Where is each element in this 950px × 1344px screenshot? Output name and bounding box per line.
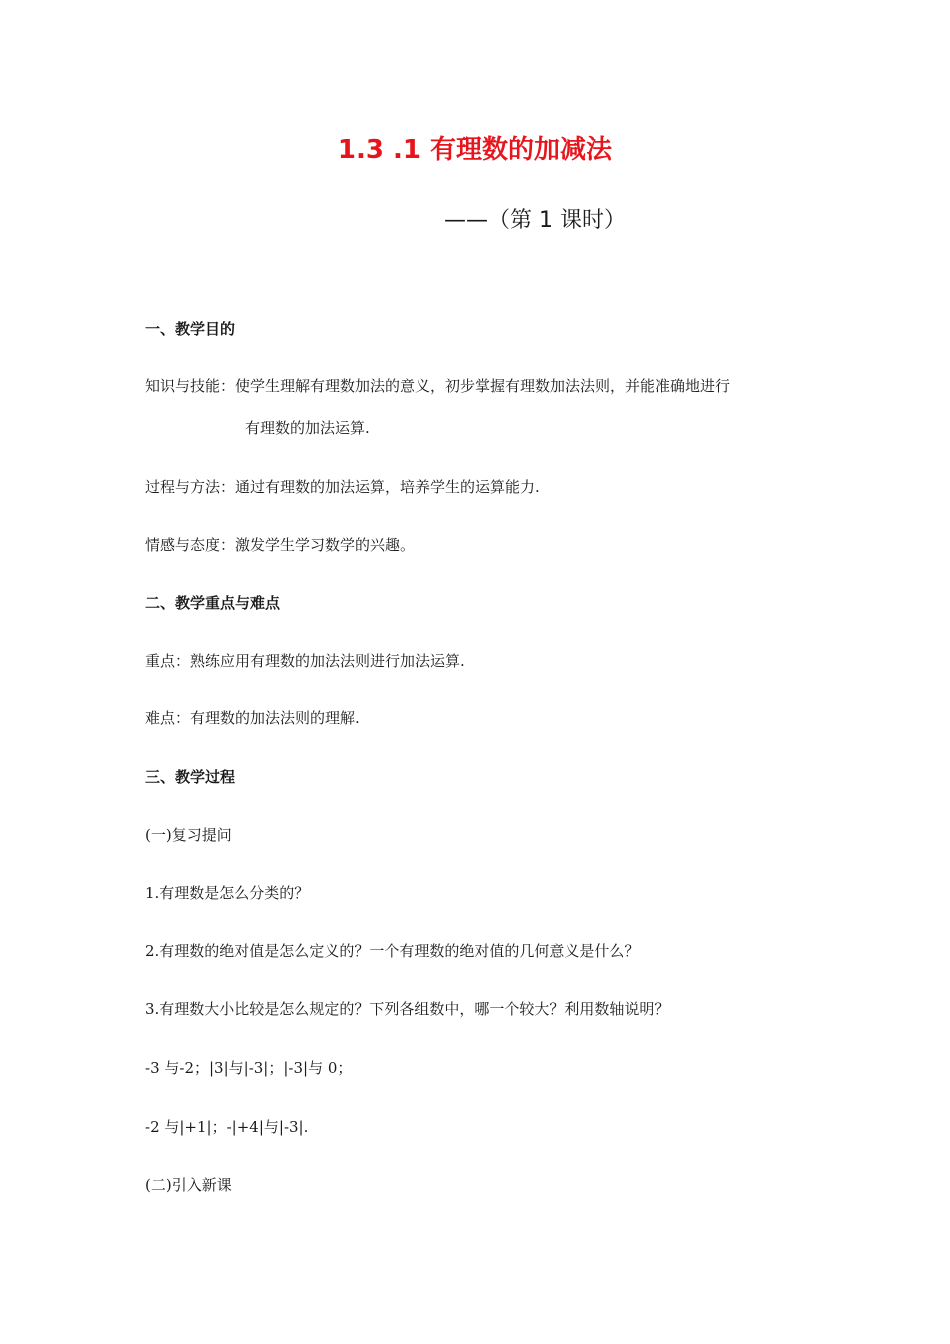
objective-process-label: 过程与方法：	[145, 478, 236, 496]
objective-process	[145, 476, 540, 498]
review-question-2: 2.有理数的绝对值是怎么定义的？一个有理数的绝对值的几何意义是什么？	[145, 942, 640, 960]
objective-emotion	[145, 534, 415, 556]
objective-knowledge-label: 知识与技能：	[145, 377, 236, 395]
difficulty-point: 难点：有理数的加法法则的理解.	[145, 709, 360, 727]
document-title: 1.3 .1 有理数的加减法	[337, 135, 613, 165]
comparison-pairs-2: -2 与|+1|；-|+4|与|-3|.	[145, 1118, 309, 1136]
objective-process-text: 通过有理数的加法运算，培养学生的运算能力.	[235, 478, 540, 496]
objective-knowledge-continued: 有理数的加法运算.	[245, 419, 370, 437]
section-heading-focus: 二、教学重点与难点	[145, 594, 281, 612]
objective-emotion-text: 激发学生学习数学的兴趣。	[235, 536, 416, 554]
section-heading-objectives: 一、教学目的	[145, 320, 236, 338]
objective-knowledge-text: 使学生理解有理数加法的意义，初步掌握有理数加法法则，并能准确地进行	[235, 377, 731, 395]
section-heading-process: 三、教学过程	[145, 768, 236, 786]
review-question-1: 1.有理数是怎么分类的？	[145, 884, 310, 902]
key-point: 重点：熟练应用有理数的加法法则进行加法运算.	[145, 652, 465, 670]
review-title: (一)复习提问	[145, 826, 232, 844]
review-question-3: 3.有理数大小比较是怎么规定的？下列各组数中，哪一个较大？利用数轴说明？	[145, 1000, 670, 1018]
new-lesson-title: (二)引入新课	[145, 1176, 232, 1194]
document-subtitle: ——（第 1 课时）	[444, 208, 626, 233]
comparison-pairs-1: -3 与-2；|3|与|-3|；|-3|与 0；	[145, 1059, 353, 1077]
objective-knowledge	[145, 375, 730, 397]
objective-emotion-label: 情感与态度：	[145, 536, 236, 554]
